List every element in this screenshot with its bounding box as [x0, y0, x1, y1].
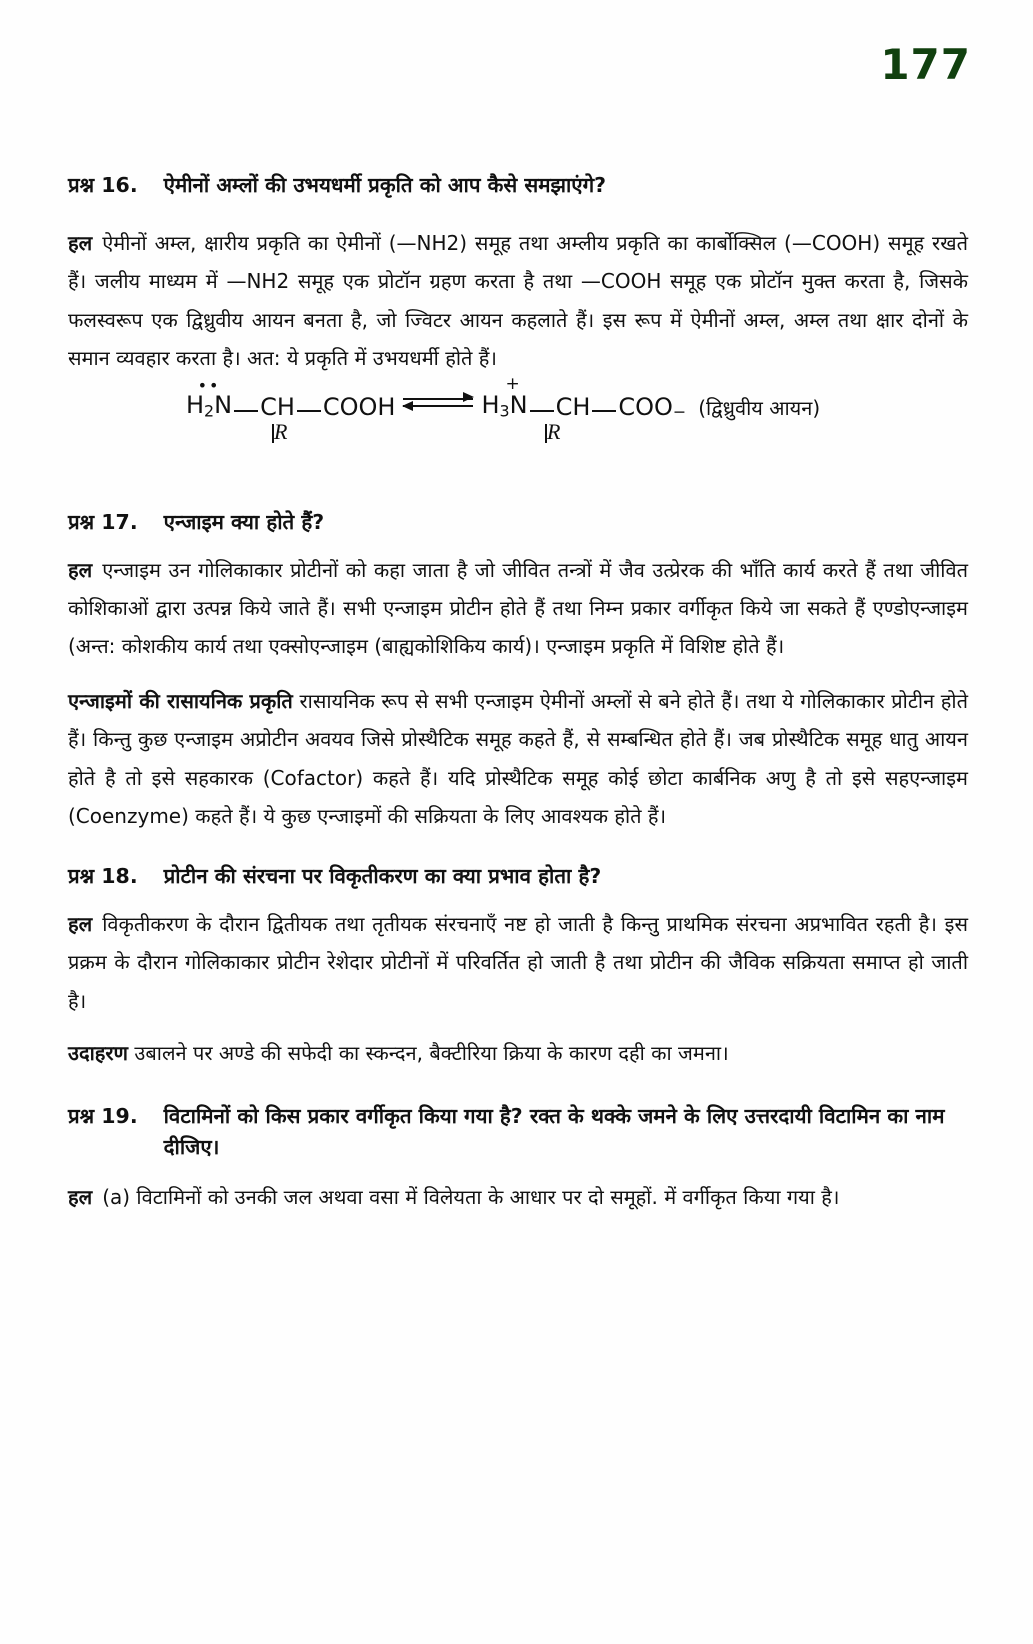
- answer-18-tag: हल: [68, 912, 93, 937]
- equation-left-carbon: CH: [260, 392, 295, 421]
- answer-17-tag: हल: [68, 557, 93, 582]
- equation-left-n: N: [214, 391, 233, 420]
- equilibrium-arrow-icon: [403, 393, 473, 415]
- equation-right-acid: COO: [618, 392, 673, 421]
- bond-line: [297, 410, 321, 412]
- equation-branch-row: [186, 418, 968, 473]
- equation-left-h: H: [186, 391, 205, 420]
- answer-18-example-body: उबालने पर अण्डे की सफेदी का स्कन्दन, बैक्टीरिया क्रिया के कारण दही का जमना।: [134, 1041, 729, 1066]
- answer-19-body: (a) विटामिनों को उनकी जल अथवा वसा में विलेयता के आधार पर दो समूहों. में वर्गीकृत किया गया है।: [102, 1185, 840, 1210]
- answer-16-tag: हल: [68, 230, 93, 255]
- question-19-label: प्रश्न 19.: [68, 1103, 138, 1128]
- question-19-text: विटामिनों को किस प्रकार वर्गीकृत किया गया है? रक्त के थक्के जमने के लिए उत्तरदायी विटामिन का नाम दीजिए।: [163, 1103, 945, 1160]
- question-16-heading: [68, 170, 968, 202]
- question-17-heading: [68, 507, 968, 539]
- positive-charge-icon: +: [505, 374, 520, 395]
- negative-charge-icon: −: [672, 401, 687, 421]
- lone-pair-icon: ••: [197, 376, 221, 396]
- answer-17-subbody: रासायनिक रूप से सभी एन्जाइम ऐमीनों अम्लों से बने होते हैं। तथा ये गोलिकाकार प्रोटीन होते हैं। किन्तु कुछ एन्जाइम अप्रोटीन अवयव जिसे प्रोस्थैटिक समूह कहते हैं, से सम्बन्धित होते हैं। जब प्रोस्थैटिक समूह धातु आयन होते है तो इसे सहकारक (Cofactor) कहते हैं। यदि प्रोस्थैटिक समूह कोई छोटा कार्बनिक अणु है तो इसे सहएन्जाइम (Coenzyme) कहते हैं। ये कुछ एन्जाइमों की सक्रियता के लिए आवश्यक होते हैं।: [68, 688, 968, 828]
- answer-18-body: विकृतीकरण के दौरान द्वितीयक तथा तृतीयक संरचनाएँ नष्ट हो जाती है किन्तु प्राथमिक संरचना अप्रभावित रहती है। इस प्रक्रम के दौरान गोलिकाकार प्रोटीन रेशेदार प्रोटीनों में परिवर्तित हो जाती है तथा प्रोटीन की जैविक सक्रियता समाप्त हो जाती है।: [68, 912, 968, 1013]
- equation-right-h-sub: 3: [499, 401, 510, 421]
- answer-16: [68, 224, 968, 378]
- bond-line: [592, 410, 616, 412]
- equation-right-branch: [545, 418, 561, 444]
- page-number: 177: [880, 40, 971, 89]
- question-18-heading: [68, 861, 968, 893]
- bond-line: [234, 410, 258, 412]
- answer-17-subheading: एन्जाइमों की रासायनिक प्रकृति: [68, 688, 293, 713]
- equation-left-branch-label: R: [274, 418, 288, 444]
- zwitterion-equation: [68, 374, 968, 472]
- question-19-heading: [68, 1101, 968, 1165]
- question-18-label: प्रश्न 18.: [68, 864, 138, 889]
- answer-17-subsection: [68, 682, 968, 836]
- equation-left-acid: COOH: [322, 392, 396, 421]
- answer-18-example-tag: उदाहरण: [68, 1041, 129, 1066]
- equation-right-h: H: [481, 391, 500, 420]
- equation-main-row: [186, 374, 968, 421]
- page-content: [68, 170, 968, 1217]
- equation-right-carbon: CH: [555, 392, 591, 421]
- equation-left-amine: [186, 376, 233, 421]
- answer-19-tag: हल: [68, 1185, 93, 1210]
- equation-right-amine: [481, 374, 528, 421]
- answer-19: [68, 1178, 968, 1216]
- question-16-text: ऐमीनों अम्लों की उभयधर्मी प्रकृति को आप कैसे समझाएंगे?: [163, 173, 607, 197]
- question-17-text: एन्जाइम क्या होते हैं?: [163, 509, 325, 534]
- question-18-text: प्रोटीन की संरचना पर विकृतीकरण का क्या प्रभाव होता है?: [163, 864, 602, 889]
- question-17-label: प्रश्न 17.: [68, 509, 138, 534]
- question-16-label: प्रश्न 16.: [68, 173, 138, 197]
- equation-right-branch-label: R: [547, 418, 561, 444]
- answer-17: [68, 551, 968, 666]
- answer-18-example: [68, 1034, 968, 1072]
- equation-left-h-sub: 2: [204, 401, 215, 421]
- equation-left-branch: [272, 418, 288, 444]
- answer-17-body: एन्जाइम उन गोलिकाकार प्रोटीनों को कहा जाता है जो जीवित तन्त्रों में जैव उत्प्रेरक की भाँति कार्य करते हैं तथा जीवित कोशिकाओं द्वारा उत्पन्न किये जाते हैं। सभी एन्जाइम प्रोटीन होते हैं तथा निम्न प्रकार वर्गीकृत किये जा सकते हैं एण्डोएन्जाइम (अन्त: कोशकीय कार्य तथा एक्सोएन्जाइम (बाह्यकोशिकिय कार्य)। एन्जाइम प्रकृति में विशिष्ट होते हैं।: [68, 557, 968, 659]
- answer-18: [68, 905, 968, 1020]
- equation-note: (द्विध्रुवीय आयन): [698, 395, 821, 420]
- answer-16-body: ऐमीनों अम्ल, क्षारीय प्रकृति का ऐमीनों (—NH2) समूह तथा अम्लीय प्रकृति का कार्बोक्सिल (—COOH) समूह रखते हैं। जलीय माध्यम में —NH2 समूह एक प्रोटॉन ग्रहण करता है तथा —COOH समूह एक प्रोटॉन मुक्त करता है, जिसके फलस्वरूप एक द्विध्रुवीय आयन बनता है, जो ज्विटर आयन कहलाते हैं। इस रूप में ऐमीनों अम्ल, अम्ल तथा क्षार दोनों के समान व्यवहार करता है। अत: ये प्रकृति में उभयधर्मी होते हैं।: [68, 230, 968, 370]
- equation-right-n: N: [509, 391, 528, 420]
- bond-line: [530, 410, 554, 412]
